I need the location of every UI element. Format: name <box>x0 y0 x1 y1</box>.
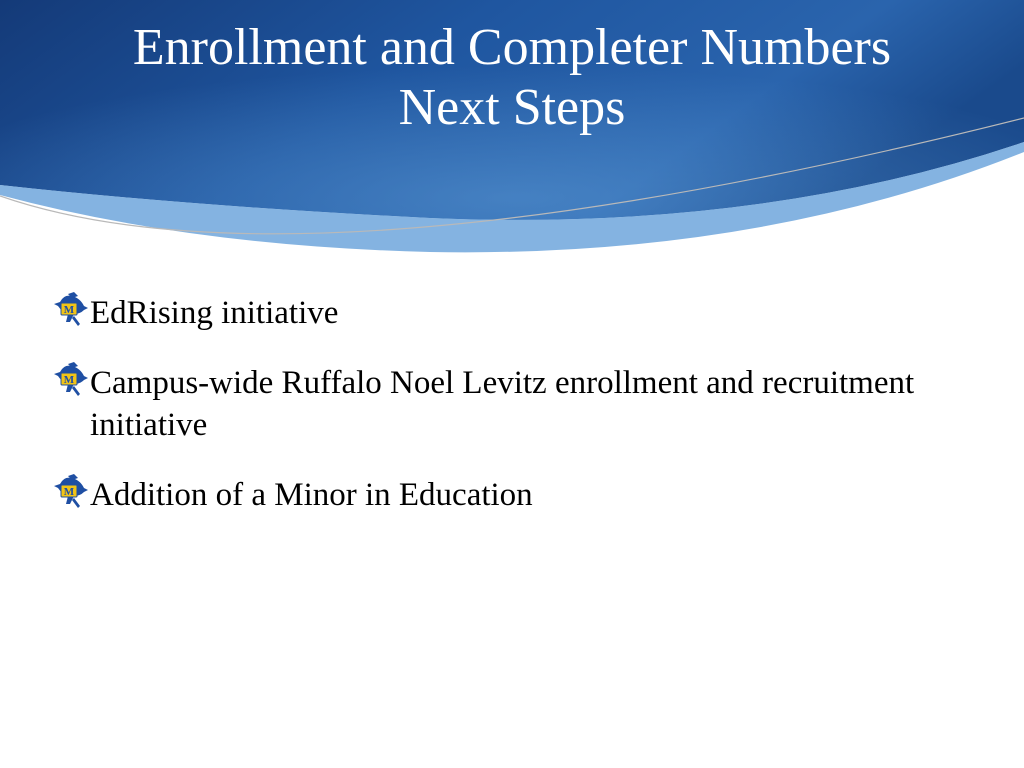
bullet-text: Addition of a Minor in Education <box>90 477 533 513</box>
svg-text:M: M <box>63 304 75 316</box>
bullet-text: EdRising initiative <box>90 295 339 331</box>
cowboy-on-horse-m-logo-icon <box>52 292 90 328</box>
bullet-text: Campus-wide Ruffalo Noel Levitz enrollment and recruitment initiative <box>90 365 915 443</box>
page-title <box>0 18 1024 138</box>
bullet-list <box>52 292 952 544</box>
bullet-item <box>52 292 952 334</box>
svg-text:M: M <box>63 486 75 498</box>
title-line-2: Next Steps <box>398 79 626 136</box>
bullet-item <box>52 474 952 516</box>
bullet-item <box>52 362 952 446</box>
svg-text:M: M <box>63 374 75 386</box>
title-line-1: Enrollment and Completer Numbers <box>132 19 892 76</box>
cowboy-on-horse-m-logo-icon <box>52 474 90 510</box>
cowboy-on-horse-m-logo-icon <box>52 362 90 398</box>
